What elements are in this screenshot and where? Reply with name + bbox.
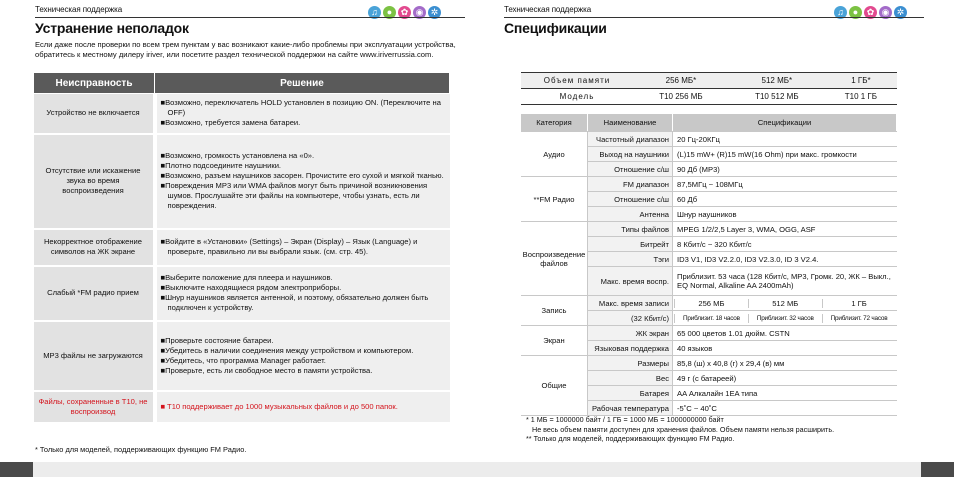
name-cell: Рабочая температура <box>588 401 673 416</box>
table-row <box>34 134 450 229</box>
record-sizes <box>673 296 897 311</box>
category-cell: Запись <box>521 296 588 326</box>
page-title: Устранение неполадок <box>35 20 189 36</box>
table-row <box>34 94 450 134</box>
name-cell: Битрейт <box>588 237 673 252</box>
value-cell: 8 Кбит/с ~ 320 Кбит/с <box>673 237 897 252</box>
page-title: Спецификации <box>504 20 607 36</box>
music-icon: ♫ <box>834 6 847 19</box>
value-cell: 49 г (с батареей) <box>673 371 897 386</box>
name-cell: Макс. время воспр. <box>588 267 673 296</box>
value-cell: Шнур наушников <box>673 207 897 222</box>
solution-item: ■Возможно, переключатель HOLD установлен в позицию ON. (Переключите на OFF) <box>160 98 441 118</box>
category-cell: Экран <box>521 326 588 356</box>
record-time: Приблизит. 32 часов <box>748 314 822 323</box>
record-size: 512 МБ <box>748 299 822 308</box>
name-cell: FM диапазон <box>588 177 673 192</box>
table-row <box>521 326 897 341</box>
table-row <box>34 229 450 266</box>
memory-label: Объем памяти <box>521 73 633 89</box>
table-row <box>34 266 450 321</box>
music-icon: ♫ <box>368 6 381 19</box>
solution-cell <box>155 321 450 391</box>
record-icon: ● <box>383 6 396 19</box>
page-tab-marker <box>0 462 33 477</box>
category-cell: Общие <box>521 356 588 416</box>
solution-item: ■Возможно, требуется замена батареи. <box>160 118 301 128</box>
troubleshooting-table <box>33 72 450 424</box>
model-label: Модель <box>521 89 633 105</box>
value-cell: (L)15 mW+ (R)15 mW(16 Ohm) при макс. громкости <box>673 147 897 162</box>
solution-item: ■Повреждения MP3 или WMA файлов могут быть причиной возникновения шумов. Прослушайте эти файлы на компьютере, чтобы узнать, есть ли повреждения. <box>160 181 428 210</box>
category-header: Категория <box>521 114 588 132</box>
memory-row <box>521 73 897 89</box>
name-cell: Языковая поддержка <box>588 341 673 356</box>
solution-cell <box>155 391 450 423</box>
solution-item: ■Выберите положение для плеера и наушников. <box>160 273 333 282</box>
model-value: T10 512 МБ <box>729 89 825 105</box>
value-cell: 40 языков <box>673 341 897 356</box>
record-time: Приблизит. 72 часов <box>822 314 896 323</box>
name-cell: Типы файлов <box>588 222 673 237</box>
settings-icon: ✲ <box>428 6 441 19</box>
name-cell: (32 Кбит/с) <box>588 311 673 326</box>
section-header: Техническая поддержка <box>504 5 592 14</box>
radio-icon: ◉ <box>879 6 892 19</box>
memory-table <box>521 72 897 105</box>
solution-item: ■Возможно, громкость установлена на «0». <box>160 151 315 160</box>
footnote: Не весь объем памяти доступен для хранения файлов. Объем памяти нельзя расширить. <box>532 424 835 434</box>
settings-icon: ✲ <box>894 6 907 19</box>
name-cell: Вес <box>588 371 673 386</box>
table-row <box>521 296 897 311</box>
record-size: 1 ГБ <box>822 299 896 308</box>
model-row <box>521 89 897 105</box>
photo-icon: ✿ <box>864 6 877 19</box>
name-cell: Тэги <box>588 252 673 267</box>
solution-item: ■Проверьте состояние батареи. <box>160 335 274 345</box>
name-cell: Макс. время записи <box>588 296 673 311</box>
table-row <box>521 177 897 192</box>
category-cell: Аудио <box>521 132 588 177</box>
solution-cell <box>155 229 450 266</box>
header-divider <box>35 17 465 18</box>
problem-cell: Слабый *FM радио прием <box>34 266 155 321</box>
value-cell: MPEG 1/2/2,5 Layer 3, WMA, OGG, ASF <box>673 222 897 237</box>
model-value: T10 1 ГБ <box>825 89 897 105</box>
table-row <box>521 222 897 237</box>
record-icon: ● <box>849 6 862 19</box>
name-header: Наименование <box>588 114 673 132</box>
solution-item: ■Возможно, разъем наушников засорен. Прочистите его сухой и мягкой тканью. <box>160 171 444 180</box>
intro-text: Если даже после проверки по всем трем пунктам у вас возникают какие-либо проблемы при эксплуатации устройства, обратитесь к местному дилеру iriver, или посетите раздел технической поддержки на сайте www.iriverrussia.com. <box>35 40 456 59</box>
memory-value: 256 МБ* <box>633 73 729 89</box>
problem-header: Неисправность <box>34 73 155 94</box>
problem-cell: Файлы, сохраненные в T10, не воспроизвод <box>34 391 155 423</box>
value-cell: 60 Дб <box>673 192 897 207</box>
value-cell: -5˚C ~ 40˚C <box>673 401 897 416</box>
solution-item: ■Войдите в «Установки» (Settings) – Экран (Display) – Язык (Language) и проверьте, правильно ли вы выбрали язык. (см. стр. 45). <box>160 237 418 256</box>
problem-cell: Устройство не включается <box>34 94 155 134</box>
problem-cell: MP3 файлы не загружаются <box>34 321 155 391</box>
photo-icon: ✿ <box>398 6 411 19</box>
solution-cell <box>155 266 450 321</box>
name-cell: ЖК экран <box>588 326 673 341</box>
value-cell: 20 Гц-20КГц <box>673 132 897 147</box>
specifications-table <box>521 114 897 416</box>
record-times <box>673 311 897 326</box>
category-cell: **FM Радио <box>521 177 588 222</box>
table-row <box>521 356 897 371</box>
table-row <box>34 391 450 423</box>
table-row <box>34 321 450 391</box>
solution-item: ■Проверьте, есть ли свободное место в памяти устройства. <box>160 365 373 375</box>
name-cell: Частотный диапазон <box>588 132 673 147</box>
solution-cell <box>155 134 450 229</box>
table-row <box>521 132 897 147</box>
name-cell: Батарея <box>588 386 673 401</box>
model-value: T10 256 МБ <box>633 89 729 105</box>
name-cell: Антенна <box>588 207 673 222</box>
problem-cell: Некорректное отображение символов на ЖК экране <box>34 229 155 266</box>
name-cell: Выход на наушники <box>588 147 673 162</box>
name-cell: Размеры <box>588 356 673 371</box>
section-header: Техническая поддержка <box>35 5 123 14</box>
footnotes <box>526 415 834 444</box>
spec-header: Спецификации <box>673 114 897 132</box>
record-size: 256 МБ <box>674 299 748 308</box>
radio-icon: ◉ <box>413 6 426 19</box>
header-divider <box>504 17 924 18</box>
value-cell: AA Алкалайн 1EA типа <box>673 386 897 401</box>
record-time: Приблизит. 18 часов <box>674 314 748 323</box>
solution-item: ■Шнур наушников является антенной, и поэтому, обязательно должен быть подключен к устройству. <box>160 293 429 312</box>
solution-item: ■ T10 поддерживает до 1000 музыкальных файлов и до 500 папок. <box>160 401 398 411</box>
solution-header: Решение <box>155 73 450 94</box>
specifications-page <box>477 0 954 477</box>
footnote: * Только для моделей, поддерживающих функцию FM Радио. <box>35 445 247 454</box>
solution-item: ■Убедитесь, что программа Manager работает. <box>160 355 326 365</box>
memory-value: 512 МБ* <box>729 73 825 89</box>
value-cell: Приблизит. 53 часа (128 Кбит/с, MP3, Громк. 20, ЖК – Выкл., EQ Normal, Alkaline AA 2400mAh) <box>673 267 897 296</box>
value-cell: 85,8 (ш) x 40,8 (г) x 29,4 (в) мм <box>673 356 897 371</box>
solution-item: ■Выключите находящиеся рядом электроприборы. <box>160 283 342 292</box>
name-cell: Отношение с/ш <box>588 162 673 177</box>
value-cell: ID3 V1, ID3 V2.2.0, ID3 V2.3.0, ID 3 V2.4. <box>673 252 897 267</box>
solution-cell <box>155 94 450 134</box>
memory-value: 1 ГБ* <box>825 73 897 89</box>
page-tab-marker <box>921 462 954 477</box>
solution-item: ■Убедитесь в наличии соединения между устройством и компьютером. <box>160 345 414 355</box>
value-cell: 65 000 цветов 1.01 дюйм. CSTN <box>673 326 897 341</box>
problem-cell: Отсутствие или искажение звука во время воспроизведения <box>34 134 155 229</box>
category-cell: Воспроизведение файлов <box>521 222 588 296</box>
solution-item: ■Плотно подсоедините наушники. <box>160 161 282 170</box>
footnote: * 1 МБ = 1000000 байт / 1 ГБ = 1000 МБ = 1000000000 байт <box>526 415 724 424</box>
page-footer-bar <box>33 462 477 477</box>
name-cell: Отношение с/ш <box>588 192 673 207</box>
page-footer-bar <box>477 462 921 477</box>
value-cell: 90 Дб (MP3) <box>673 162 897 177</box>
footnote: ** Только для моделей, поддерживающих функцию FM Радио. <box>526 434 735 443</box>
value-cell: 87,5МГц ~ 108МГц <box>673 177 897 192</box>
